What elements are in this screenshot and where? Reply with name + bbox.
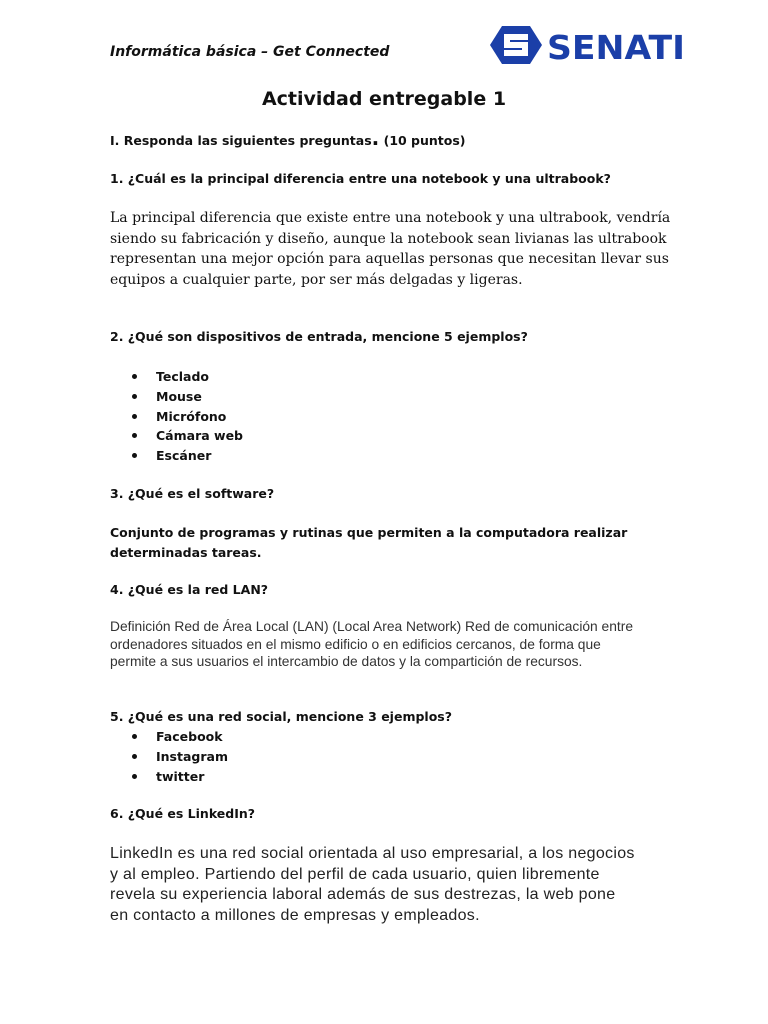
list-item: Facebook (132, 727, 228, 747)
list-item: twitter (132, 767, 228, 787)
answer-6-line: y al empleo. Partiendo del perfil de cada usuario, quien libremente (110, 865, 600, 883)
bullet-icon (132, 774, 137, 779)
section-heading-points: (10 puntos) (379, 133, 466, 148)
question-2: 2. ¿Qué son dispositivos de entrada, mencione 5 ejemplos? (110, 329, 528, 344)
bullet-icon (132, 414, 137, 419)
list-item: Teclado (132, 367, 243, 387)
list-item: Escáner (132, 446, 243, 466)
answer-6-line: en contacto a millones de empresas y empleados. (110, 906, 480, 924)
answer-3 (110, 523, 627, 563)
senati-logo (490, 24, 690, 66)
answer-1-line: equipos a cualquier parte, por ser más delgadas y ligeras. (110, 271, 523, 288)
answer-3-line: Conjunto de programas y rutinas que permiten a la computadora realizar (110, 525, 628, 540)
question-5: 5. ¿Qué es una red social, mencione 3 ejemplos? (110, 709, 452, 724)
senati-logo-text: SENATI (547, 28, 685, 66)
answer-4-line: ordenadores situados en el mismo edificio o en edificios cercanos, de forma que (110, 636, 601, 652)
answer-1-line: representan una mejor opción para aquellas personas que necesitan llevar sus (110, 251, 669, 267)
answer-4 (110, 618, 633, 671)
section-heading (110, 126, 466, 150)
bullet-icon (132, 453, 137, 458)
answer-6-line: LinkedIn es una red social orientada al uso empresarial, a los negocios (110, 845, 635, 862)
answer-6-line: revela su experiencia laboral además de sus destrezas, la web pone (110, 886, 616, 903)
question-6: 6. ¿Qué es LinkedIn? (110, 806, 256, 821)
bullet-icon (132, 374, 137, 379)
answer-6 (110, 844, 635, 926)
list-item: Instagram (132, 747, 228, 767)
social-networks-list (132, 727, 228, 786)
list-item: Cámara web (132, 426, 243, 446)
question-1: 1. ¿Cuál es la principal diferencia entre una notebook y una ultrabook? (110, 171, 611, 186)
input-devices-list (132, 367, 243, 466)
question-3: 3. ¿Qué es el software? (110, 486, 275, 501)
answer-1-line: La principal diferencia que existe entre una notebook y una ultrabook, vendría (110, 210, 671, 226)
list-item: Micrófono (132, 407, 243, 427)
course-header: Informática básica – Get Connected (110, 44, 390, 60)
section-heading-dot: . (371, 126, 380, 150)
answer-1 (110, 208, 670, 290)
answer-1-line: siendo su fabricación y diseño, aunque la notebook sean livianas las ultrabook (110, 230, 667, 247)
bullet-icon (132, 734, 137, 739)
section-heading-text: I. Responda las siguientes preguntas (110, 133, 372, 148)
answer-4-line: Definición Red de Área Local (LAN) (Local Area Network) Red de comunicación entre (110, 619, 634, 634)
document-title: Actividad entregable 1 (261, 88, 507, 110)
senati-logo-icon (490, 26, 542, 64)
list-item: Mouse (132, 387, 243, 407)
bullet-icon (132, 754, 137, 759)
bullet-icon (132, 394, 137, 399)
question-4: 4. ¿Qué es la red LAN? (110, 582, 269, 597)
bullet-icon (132, 433, 137, 438)
answer-3-line: determinadas tareas. (110, 545, 262, 560)
answer-4-line: permite a sus usuarios el intercambio de datos y la compartición de recursos. (110, 654, 583, 669)
